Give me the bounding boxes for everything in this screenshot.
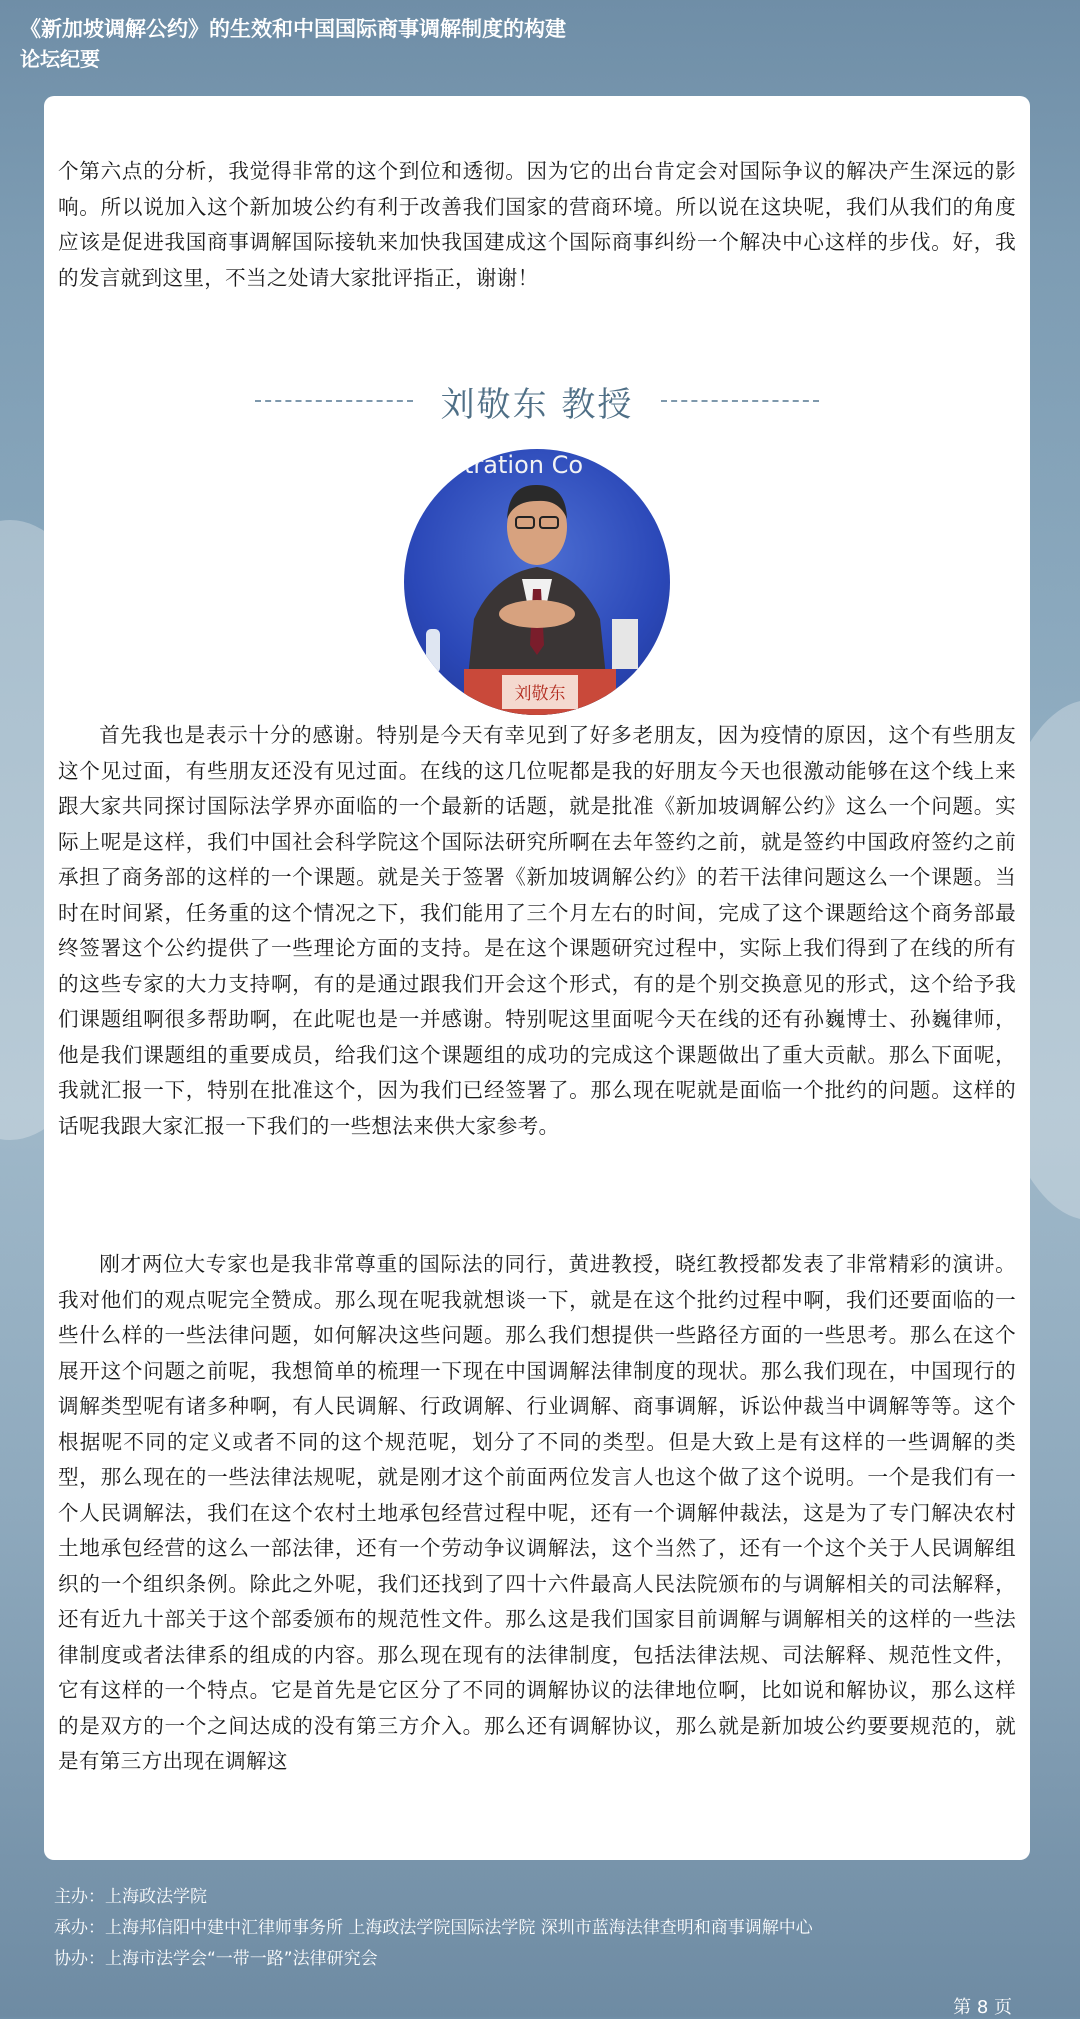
speaker-name: 刘敬东 教授 xyxy=(440,384,634,425)
document-subtitle: 论坛纪要 xyxy=(20,47,100,71)
speaker-portrait xyxy=(404,449,670,715)
document-title: 《新加坡调解公约》的生效和中国国际商事调解制度的构建 xyxy=(20,17,566,41)
photo-bottle xyxy=(426,629,440,673)
speech-paragraph: 刚才两位大专家也是我非常尊重的国际法的同行，黄进教授，晓红教授都发表了非常精彩的演讲。我对他们的观点呢完全赞成。那么现在呢我就想谈一下，就是在这个批约过程中啊，我们还要面临的一些什么样的一些法律问题，如何解决这些问题。那么我们想提供一些路径方面的一些思考。那么在这个展开这个问题之前呢，我想简单的梳理一下现在中国调解法律制度的现状。那么我们现在，中国现行的调解类型呢有诸多种啊，有人民调解、行政调解、行业调解、商事调解，诉讼仲裁当中调解等等。这个根据呢不同的定义或者不同的这个规范呢，划分了不同的类型。但是大致上是有这样的一些调解的类型，那么现在的一些法律法规呢，就是刚才这个前面两位发言人也这个做了这个说明。一个是我们有一个人民调解法，我们在这个农村土地承包经营过程中呢，还有一个调解仲裁法，这是为了专门解决农村土地承包经营的这么一部法律，还有一个劳动争议调解法，这个当然了，还有一个这个关于人民调解组织的一个组织条例。除此之外呢，我们还找到了四十六件最高人民法院颁布的与调解相关的司法解释，还有近九十部关于这个部委颁布的规范性文件。那么这是我们国家目前调解与调解相关的这样的一些法律制度或者法律系的组成的内容。那么现在现有的法律制度，包括法律法规、司法解释、规范性文件，它有这样的一个特点。它是首先是它区分了不同的调解协议的法律地位啊，比如说和解协议，那么这样的是双方的一个之间达成的没有第三方介入。那么还有调解协议，那么就是新加坡公约要要规范的，就是有第三方出现在调解这 xyxy=(58,1252,1016,1773)
divider xyxy=(255,400,413,402)
intro-paragraph: 个第六点的分析，我觉得非常的这个到位和透彻。因为它的出台肯定会对国际争议的解决产生深远的影响。所以说加入这个新加坡公约有利于改善我们国家的营商环境。所以说在这块呢，我们从我们的角度应该是促进我国商事调解国际接轨来加快我国建成这个国际商事纠纷一个解决中心这样的步伐。好，我的发言就到这里，不当之处请大家批评指正，谢谢！ xyxy=(58,159,1016,290)
speaker-heading xyxy=(44,371,1030,431)
speaker-photo xyxy=(404,449,670,715)
footer-co-organizer: 协办：上海市法学会“一带一路”法律研究会 xyxy=(54,1949,378,1969)
divider xyxy=(661,400,819,402)
page-header xyxy=(20,14,566,74)
photo-hands xyxy=(499,600,575,628)
photo-nameplate-text: 刘敬东 xyxy=(514,684,566,704)
footer-host: 主办：上海政法学院 xyxy=(54,1887,207,1907)
photo-detail xyxy=(612,619,638,669)
content-card xyxy=(44,96,1030,1860)
photo-banner-text: tration Co xyxy=(464,451,584,479)
speech-paragraph: 首先我也是表示十分的感谢。特别是今天有幸见到了好多老朋友，因为疫情的原因，这个有些朋友这个见过面，有些朋友还没有见过面。在线的这几位呢都是我的好朋友今天也很激动能够在这个线上来跟大家共同探讨国际法学界亦面临的一个最新的话题，就是批准《新加坡调解公约》这么一个问题。实际上呢是这样，我们中国社会科学院这个国际法研究所啊在去年签约之前，就是签约中国政府签约之前承担了商务部的这样的一个课题。就是关于签署《新加坡调解公约》的若干法律问题这么一个课题。当时在时间紧，任务重的这个情况之下，我们能用了三个月左右的时间，完成了这个课题给这个商务部最终签署这个公约提供了一些理论方面的支持。是在这个课题研究过程中，实际上我们得到了在线的所有的这些专家的大力支持啊，有的是通过跟我们开会这个形式，有的是个别交换意见的形式，这个给予我们课题组啊很多帮助啊，在此呢也是一并感谢。特别呢这里面呢今天在线的还有孙巍博士、孙巍律师，他是我们课题组的重要成员，给我们这个课题组的成功的完成这个课题做出了重大贡献。那么下面呢，我就汇报一下，特别在批准这个，因为我们已经签署了。那么现在呢就是面临一个批约的问题。这样的话呢我跟大家汇报一下我们的一些想法来供大家参考。 xyxy=(58,723,1016,1138)
footer-organizers: 承办：上海邦信阳中建中汇律师事务所 上海政法学院国际法学院 深圳市蓝海法律查明和商事调解中心 xyxy=(54,1918,813,1938)
page-number: 第 8 页 xyxy=(953,1997,1012,2018)
